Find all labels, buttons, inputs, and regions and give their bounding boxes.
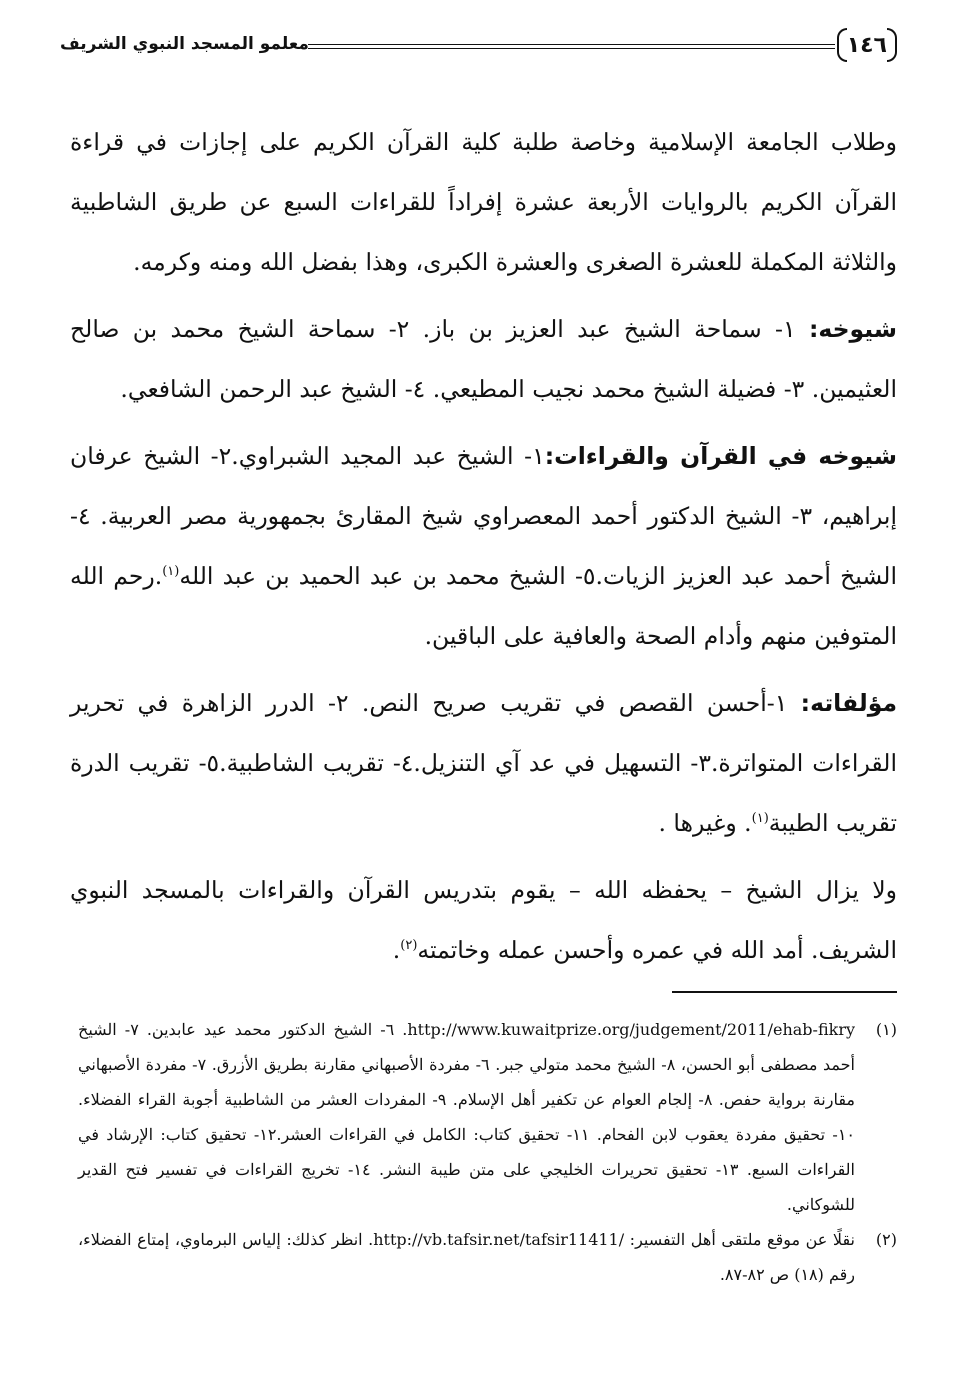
footnote-2-text-end: . انظر كذلك: إلياس البرماوي، إمتاع الفضلاء، رقم (١٨) ص ٨٢-٨٧.: [78, 1230, 855, 1284]
quran-teachers-heading: شيوخه في القرآن والقراءات:: [544, 442, 897, 470]
footnote-ref-1[interactable]: (١): [162, 564, 180, 580]
paragraph-teachers: [70, 299, 897, 419]
page-header: [60, 24, 897, 72]
footnote-1: [78, 1012, 897, 1222]
page-number: [837, 28, 897, 62]
footnote-2: [78, 1222, 897, 1292]
footnote-1-text: . ٦- الشيخ الدكتور محمد عيد عابدين. ٧- الشيخ أحمد مصطفى أبو الحسن، ٨- الشيخ محمد متولي جبر. ٦- مفردة الأصبهاني مقارنة بطريق الأزرق. ٧- مفردة الأصبهاني مقارنة برواية حفص. ٨- إلجام العوام عن تكفير أهل الإسلام. ٩- المفردات العشر من الشاطبية أجوبة القراء الفضلاء. ١٠- تحقيق مفردة يعقوب لابن الفحام. ١١- تحقيق كتاب: الكامل في القراءات العشر.١٢- تحقيق كتاب: الإرشاد في القراءات السبع. ١٣- تحقيق تحريرات الخليجي على متن طيبة النشر. ١٤- تخريج القراءات في تفسير فتح القدير للشوكاني.: [78, 1020, 855, 1214]
teachers-text: ١- سماحة الشيخ عبد العزيز بن باز. ٢- سماحة الشيخ محمد بن صالح العثيمين. ٣- فضيلة الشيخ محمد نجيب المطيعي. ٤- الشيخ عبد الرحمن الشافعي.: [70, 315, 897, 403]
closing-text-end: .: [392, 936, 401, 964]
teachers-heading: شيوخه:: [808, 315, 897, 343]
page-number-text: ١٤٦: [846, 32, 887, 58]
footnote-1-marker: (١): [875, 1020, 897, 1039]
paragraph-quran-teachers: [70, 426, 897, 666]
works-text-end: . وغيرها .: [658, 809, 752, 837]
paragraph-intro: وطلاب الجامعة الإسلامية وخاصة طلبة كلية القرآن الكريم على إجازات في قراءة القرآن الكريم بالروايات الأربعة عشرة إفراداً للقراءات السبع عن طريق الشاطبية والثلاثة المكملة للعشرة الصغرى والعشرة الكبرى، وهذا بفضل الله ومنه وكرمه.: [70, 128, 897, 276]
footnote-separator: [672, 991, 897, 993]
paragraph-closing: [70, 860, 897, 980]
footnote-2-marker: (٢): [875, 1230, 897, 1249]
quran-teachers-text: ١- الشيخ عبد المجيد الشبراوي.٢- الشيخ عرفان إبراهيم، ٣- الشيخ الدكتور أحمد المعصراوي شيخ المقارئ بجمهورية مصر العربية. ٤- الشيخ أحمد عبد العزيز الزيات.٥- الشيخ محمد بن عبد الحميد بن عبد الله: [70, 442, 897, 590]
paragraph-works: [70, 673, 897, 853]
footnote-ref-2[interactable]: (٢): [400, 938, 418, 954]
footnote-2-link[interactable]: http://vb.tafsir.net/tafsir11411/: [373, 1230, 625, 1249]
quran-teachers-text-end: .رحم الله المتوفين منهم وأدام الصحة والعافية على الباقين.: [70, 562, 897, 650]
header-rule: [308, 44, 835, 49]
running-title: معلمو المسجد النبوي الشريف: [60, 34, 309, 54]
footnote-1-link[interactable]: http://www.kuwaitprize.org/judgement/2011/ehab-fikry: [407, 1020, 856, 1039]
main-text: [70, 112, 897, 980]
footnote-ref-1b[interactable]: (١): [751, 811, 769, 827]
footnote-2-text: نقلًا عن موقع ملتقى أهل التفسير:: [624, 1230, 855, 1249]
closing-text: ولا يزال الشيخ – يحفظه الله – يقوم بتدريس القرآن والقراءات بالمسجد النبوي الشريف. أمد الله في عمره وأحسن عمله وخاتمته: [70, 876, 897, 964]
works-heading: مؤلفاته:: [800, 689, 897, 717]
works-text: ١-أحسن القصص في تقريب صريح النص. ٢- الدرر الزاهرة في تحرير القراءات المتواترة.٣- التسهيل في عد آي التنزيل.٤- تقريب الشاطبية.٥- تقريب الدرة تقريب الطيبة: [70, 689, 898, 837]
footnotes: [78, 1012, 897, 1292]
